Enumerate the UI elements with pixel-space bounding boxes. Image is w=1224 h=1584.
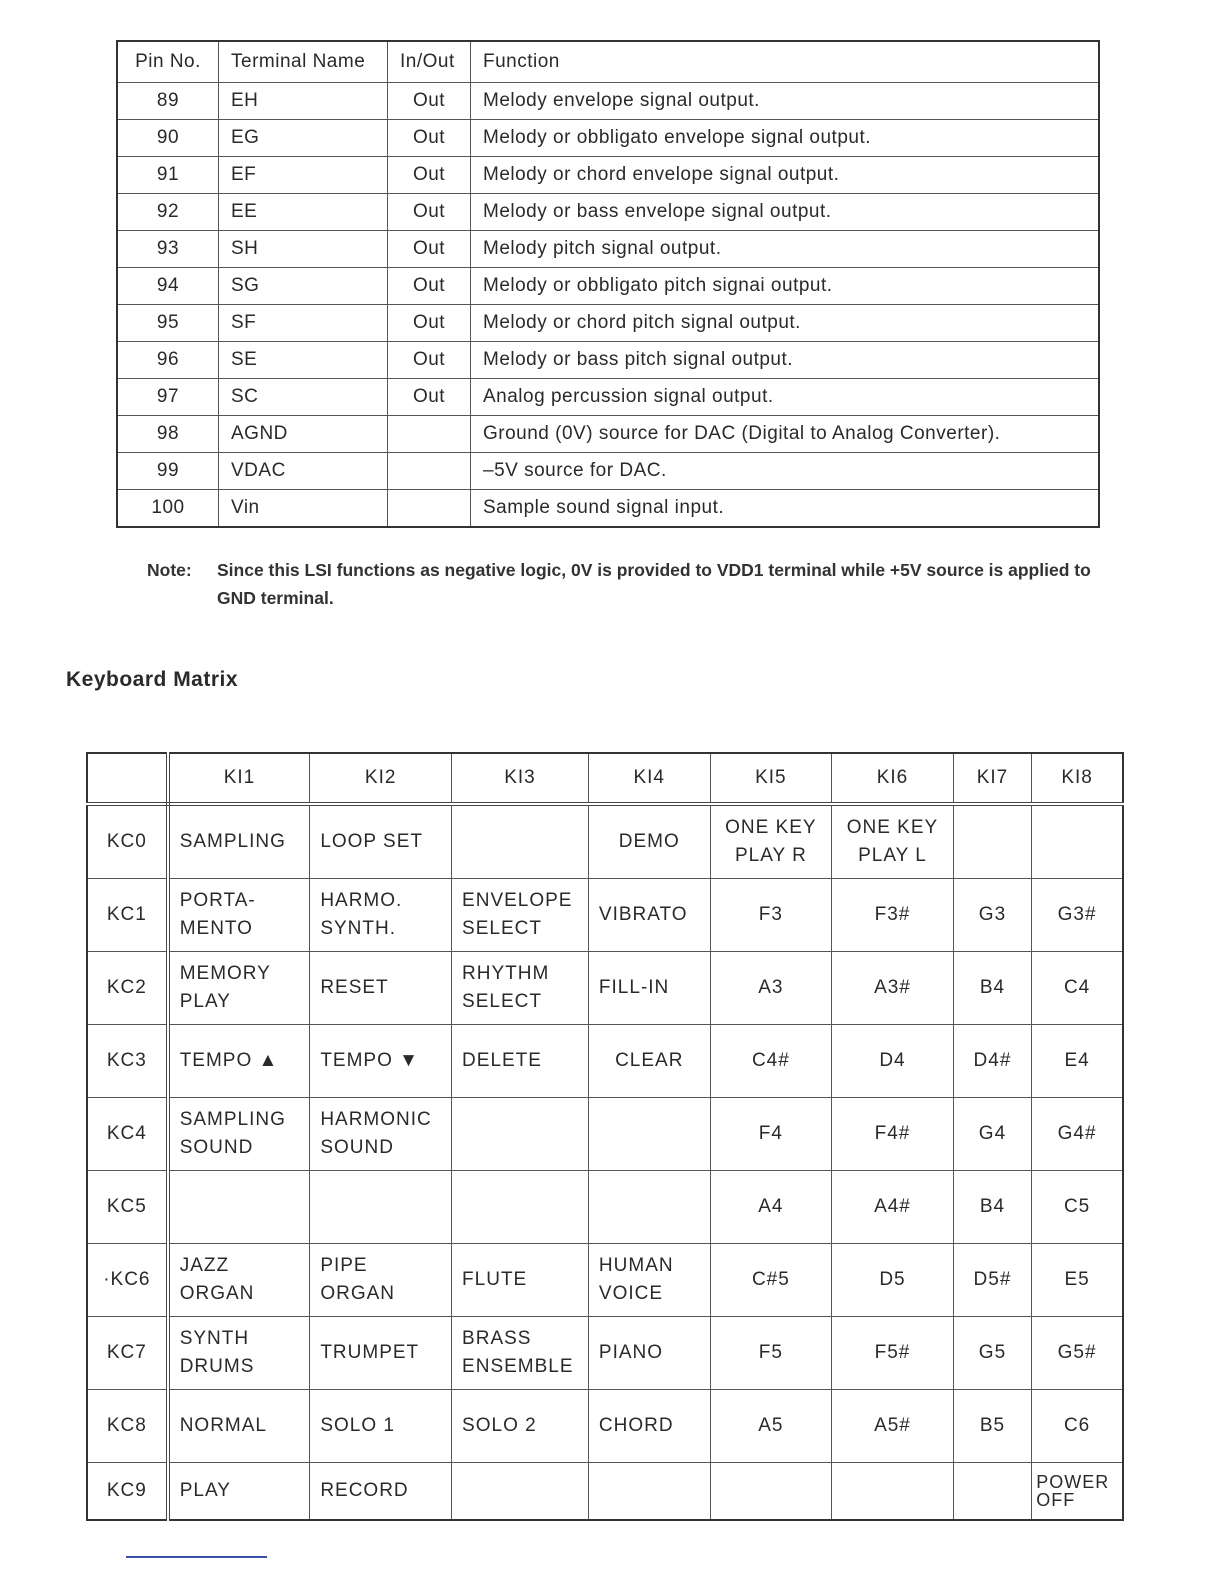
- cell-line: PIPE: [320, 1255, 368, 1276]
- column-header: KI1: [168, 753, 310, 804]
- row-header: KC4: [87, 1098, 168, 1171]
- pin-table-body: [117, 83, 1099, 528]
- matrix-cell: [832, 952, 954, 1025]
- cell-line: HUMAN: [598, 1255, 674, 1276]
- cell-line: D5#: [973, 1269, 1012, 1290]
- cell-line: A4: [758, 1196, 784, 1217]
- pin-number: 99: [117, 453, 219, 490]
- cell-line: SYNTH: [179, 1328, 250, 1349]
- cell-line: SAMPLING: [179, 831, 286, 852]
- table-row: [117, 416, 1099, 453]
- terminal-name: AGND: [219, 416, 388, 453]
- cell-line: G5#: [1057, 1342, 1097, 1363]
- matrix-cell: [168, 804, 310, 879]
- cell-line: F4#: [874, 1123, 911, 1144]
- pin-number: 94: [117, 268, 219, 305]
- matrix-row: [87, 1098, 1123, 1171]
- function-description: Melody or bass pitch signal output.: [471, 342, 1100, 379]
- note: [147, 556, 1107, 612]
- matrix-cell: [710, 1098, 832, 1171]
- cell-line: G3: [978, 904, 1007, 925]
- matrix-cell: [832, 1098, 954, 1171]
- row-header: KC9: [87, 1463, 168, 1521]
- cell-line: CLEAR: [615, 1050, 684, 1071]
- table-row: [117, 120, 1099, 157]
- matrix-cell: [452, 1171, 589, 1244]
- matrix-cell: [1032, 1098, 1123, 1171]
- function-description: Melody pitch signal output.: [471, 231, 1100, 268]
- function-description: Melody or obbligato envelope signal output.: [471, 120, 1100, 157]
- terminal-name: EE: [219, 194, 388, 231]
- cell-line: E5: [1064, 1269, 1090, 1290]
- row-header: KC3: [87, 1025, 168, 1098]
- cell-line: VOICE: [598, 1283, 664, 1304]
- table-row: [117, 305, 1099, 342]
- matrix-cell: [832, 1390, 954, 1463]
- matrix-cell: [953, 1244, 1031, 1317]
- matrix-cell: [588, 1317, 710, 1390]
- section-title-keyboard-matrix: Keyboard Matrix: [66, 668, 239, 691]
- matrix-cell: [832, 1244, 954, 1317]
- matrix-cell: [953, 804, 1031, 879]
- table-row: [117, 231, 1099, 268]
- function-description: Ground (0V) source for DAC (Digital to Analog Converter).: [471, 416, 1100, 453]
- function-description: Melody or chord pitch signal output.: [471, 305, 1100, 342]
- row-header: ·KC6: [87, 1244, 168, 1317]
- table-row: [117, 157, 1099, 194]
- matrix-cell: [1032, 804, 1123, 879]
- matrix-cell: [452, 1317, 589, 1390]
- matrix-cell: [953, 1390, 1031, 1463]
- matrix-cell: [953, 1171, 1031, 1244]
- cell-line: C#5: [751, 1269, 790, 1290]
- matrix-cell: [832, 804, 954, 879]
- matrix-cell: [953, 952, 1031, 1025]
- matrix-cell: [953, 1463, 1031, 1521]
- cell-line: LOOP SET: [320, 831, 423, 852]
- matrix-cell: [710, 804, 832, 879]
- cell-line: G4#: [1057, 1123, 1097, 1144]
- matrix-cell: [588, 1390, 710, 1463]
- table-row: [117, 83, 1099, 120]
- column-header: KI4: [588, 753, 710, 804]
- cell-line: G5: [978, 1342, 1007, 1363]
- cell-line: SAMPLING: [179, 1109, 286, 1130]
- matrix-cell: [1032, 1317, 1123, 1390]
- terminal-name: SE: [219, 342, 388, 379]
- matrix-cell: [310, 1244, 452, 1317]
- cell-line: ONE KEY: [725, 817, 817, 838]
- matrix-cell: [452, 1098, 589, 1171]
- cell-line: D5: [879, 1269, 906, 1290]
- matrix-cell: [310, 1463, 452, 1521]
- matrix-row: [87, 1171, 1123, 1244]
- function-description: Melody or chord envelope signal output.: [471, 157, 1100, 194]
- terminal-name: SC: [219, 379, 388, 416]
- note-text: Since this LSI functions as negative logic, 0V is provided to VDD1 terminal while +5V source is applied to GND terminal.: [217, 560, 1091, 608]
- pin-number: 95: [117, 305, 219, 342]
- cell-line: DEMO: [618, 831, 680, 852]
- matrix-cell: [588, 1244, 710, 1317]
- cell-line: RESET: [320, 977, 389, 998]
- cell-line: TEMPO ▼: [320, 1050, 419, 1071]
- cell-line: PORTA-: [179, 890, 256, 911]
- cell-line: C5: [1063, 1196, 1091, 1217]
- function-description: Melody or bass envelope signal output.: [471, 194, 1100, 231]
- cell-line: A5#: [874, 1415, 911, 1436]
- row-header: KC5: [87, 1171, 168, 1244]
- cell-line: ORGAN: [179, 1283, 255, 1304]
- matrix-cell: [588, 879, 710, 952]
- matrix-cell: [1032, 1171, 1123, 1244]
- cell-line: JAZZ: [179, 1255, 230, 1276]
- matrix-cell: [1032, 1390, 1123, 1463]
- matrix-cell: [710, 879, 832, 952]
- in-out: Out: [388, 268, 471, 305]
- cell-line: HARMO.: [320, 890, 403, 911]
- cell-line: F5#: [874, 1342, 911, 1363]
- matrix-cell: [710, 1025, 832, 1098]
- cell-line: F4: [758, 1123, 783, 1144]
- matrix-cell: [953, 1317, 1031, 1390]
- matrix-cell: [832, 1463, 954, 1521]
- table-row: [117, 268, 1099, 305]
- terminal-name: SH: [219, 231, 388, 268]
- cell-line: RHYTHM: [462, 963, 550, 984]
- matrix-row: [87, 1244, 1123, 1317]
- terminal-name: EH: [219, 83, 388, 120]
- matrix-cell: [710, 1390, 832, 1463]
- matrix-cell: [452, 879, 589, 952]
- cell-line: MEMORY: [179, 963, 271, 984]
- matrix-cell: [310, 804, 452, 879]
- cell-line: A3: [758, 977, 784, 998]
- matrix-cell: [168, 1171, 310, 1244]
- cell-line: FLUTE: [462, 1269, 528, 1290]
- matrix-cell: [832, 1317, 954, 1390]
- column-header: KI8: [1032, 753, 1123, 804]
- table-row: [117, 194, 1099, 231]
- cell-line: ENSEMBLE: [462, 1356, 574, 1377]
- pin-table-header-row: [117, 41, 1099, 83]
- matrix-cell: [452, 1390, 589, 1463]
- matrix-cell: [588, 1463, 710, 1521]
- pin-number: 96: [117, 342, 219, 379]
- matrix-cell: [168, 1463, 310, 1521]
- matrix-cell: [452, 1244, 589, 1317]
- terminal-name: EG: [219, 120, 388, 157]
- cell-line: SOLO 1: [320, 1415, 395, 1436]
- cell-line: NORMAL: [179, 1415, 267, 1436]
- function-description: Sample sound signal input.: [471, 490, 1100, 528]
- matrix-cell: [310, 1098, 452, 1171]
- terminal-name: VDAC: [219, 453, 388, 490]
- footnote-rule: [126, 1556, 267, 1558]
- table-row: [117, 490, 1099, 528]
- cell-line: ORGAN: [320, 1283, 395, 1304]
- header-pin-no: Pin No.: [117, 41, 219, 83]
- cell-line: PLAY: [179, 1480, 231, 1501]
- cell-line: MENTO: [179, 918, 253, 939]
- in-out: [388, 490, 471, 528]
- matrix-cell: [588, 804, 710, 879]
- pin-number: 92: [117, 194, 219, 231]
- cell-line: F3#: [874, 904, 911, 925]
- pin-number: 100: [117, 490, 219, 528]
- column-header: KI5: [710, 753, 832, 804]
- matrix-cell: [588, 1098, 710, 1171]
- matrix-cell: [710, 952, 832, 1025]
- matrix-cell: [832, 1171, 954, 1244]
- matrix-cell: [310, 1025, 452, 1098]
- matrix-corner: [87, 753, 168, 804]
- cell-line: BRASS: [462, 1328, 532, 1349]
- terminal-name: SG: [219, 268, 388, 305]
- terminal-name: Vin: [219, 490, 388, 528]
- matrix-cell: [310, 1171, 452, 1244]
- in-out: Out: [388, 342, 471, 379]
- matrix-cell: [168, 1098, 310, 1171]
- cell-line: F5: [758, 1342, 783, 1363]
- function-description: Melody envelope signal output.: [471, 83, 1100, 120]
- cell-line: TRUMPET: [320, 1342, 420, 1363]
- cell-line: B4: [979, 1196, 1006, 1217]
- cell-line: OFF: [1036, 1490, 1076, 1510]
- cell-line: CHORD: [598, 1415, 674, 1436]
- column-header: KI6: [832, 753, 954, 804]
- cell-line: VIBRATO: [598, 904, 688, 925]
- cell-line: PLAY R: [734, 845, 807, 866]
- header-terminal-name: Terminal Name: [219, 41, 388, 83]
- matrix-cell: [1032, 1025, 1123, 1098]
- in-out: Out: [388, 157, 471, 194]
- cell-line: D4: [879, 1050, 906, 1071]
- cell-line: ENVELOPE: [462, 890, 573, 911]
- table-row: [117, 379, 1099, 416]
- in-out: [388, 416, 471, 453]
- cell-line: DELETE: [462, 1050, 542, 1071]
- cell-line: G4: [978, 1123, 1007, 1144]
- matrix-cell: [310, 1390, 452, 1463]
- matrix-cell: [588, 1171, 710, 1244]
- matrix-body: [87, 804, 1123, 1520]
- column-header: KI3: [452, 753, 589, 804]
- pin-number: 93: [117, 231, 219, 268]
- cell-line: A5: [758, 1415, 784, 1436]
- cell-line: C4: [1063, 977, 1091, 998]
- matrix-cell: [1032, 952, 1123, 1025]
- pin-number: 97: [117, 379, 219, 416]
- column-header: KI7: [953, 753, 1031, 804]
- matrix-cell: [588, 1025, 710, 1098]
- matrix-header-row: [87, 753, 1123, 804]
- cell-line: SOUND: [320, 1137, 394, 1158]
- cell-line: A3#: [874, 977, 911, 998]
- in-out: Out: [388, 194, 471, 231]
- matrix-cell: [310, 1317, 452, 1390]
- cell-line: C4#: [751, 1050, 790, 1071]
- column-header: KI2: [310, 753, 452, 804]
- matrix-cell: [832, 1025, 954, 1098]
- in-out: Out: [388, 305, 471, 342]
- pin-number: 98: [117, 416, 219, 453]
- matrix-cell: [452, 1025, 589, 1098]
- in-out: [388, 453, 471, 490]
- keyboard-matrix-table: [86, 752, 1124, 1521]
- matrix-row: [87, 1025, 1123, 1098]
- function-description: Melody or obbligato pitch signai output.: [471, 268, 1100, 305]
- matrix-cell: [168, 952, 310, 1025]
- matrix-cell: [1032, 879, 1123, 952]
- matrix-row: [87, 1390, 1123, 1463]
- cell-line: TEMPO ▲: [179, 1050, 279, 1071]
- cell-line: SELECT: [462, 991, 542, 1012]
- cell-line: PLAY: [179, 991, 231, 1012]
- matrix-cell: [588, 952, 710, 1025]
- in-out: Out: [388, 120, 471, 157]
- in-out: Out: [388, 231, 471, 268]
- cell-line: SOUND: [179, 1137, 254, 1158]
- header-in-out: In/Out: [388, 41, 471, 83]
- pin-number: 89: [117, 83, 219, 120]
- cell-line: A4#: [874, 1196, 911, 1217]
- cell-line: RECORD: [320, 1480, 409, 1501]
- function-description: Analog percussion signal output.: [471, 379, 1100, 416]
- cell-line: HARMONIC: [320, 1109, 432, 1130]
- matrix-cell: [452, 1463, 589, 1521]
- cell-line: G3#: [1057, 904, 1097, 925]
- matrix-cell: [953, 879, 1031, 952]
- cell-line: PLAY L: [858, 845, 927, 866]
- row-header: KC1: [87, 879, 168, 952]
- cell-line: POWER: [1036, 1472, 1110, 1492]
- matrix-cell: [1032, 1463, 1123, 1521]
- pin-function-table: [116, 40, 1100, 528]
- matrix-cell: [953, 1025, 1031, 1098]
- cell-line: SELECT: [462, 918, 542, 939]
- matrix-row: [87, 1317, 1123, 1390]
- matrix-cell: [1032, 1244, 1123, 1317]
- cell-line: E4: [1064, 1050, 1090, 1071]
- pin-number: 90: [117, 120, 219, 157]
- matrix-cell: [710, 1244, 832, 1317]
- matrix-row: [87, 804, 1123, 879]
- matrix-cell: [452, 804, 589, 879]
- terminal-name: EF: [219, 157, 388, 194]
- table-row: [117, 342, 1099, 379]
- matrix-cell: [168, 1317, 310, 1390]
- matrix-row: [87, 879, 1123, 952]
- matrix-cell: [953, 1098, 1031, 1171]
- cell-line: B4: [979, 977, 1006, 998]
- in-out: Out: [388, 379, 471, 416]
- matrix-cell: [168, 1025, 310, 1098]
- cell-line: ONE KEY: [846, 817, 939, 838]
- cell-line: FILL-IN: [598, 977, 670, 998]
- cell-line: C6: [1063, 1415, 1091, 1436]
- row-header: KC7: [87, 1317, 168, 1390]
- function-description: –5V source for DAC.: [471, 453, 1100, 490]
- matrix-cell: [710, 1171, 832, 1244]
- matrix-cell: [310, 952, 452, 1025]
- cell-line: D4#: [973, 1050, 1012, 1071]
- cell-line: F3: [758, 904, 783, 925]
- matrix-row: [87, 952, 1123, 1025]
- cell-line: SOLO 2: [462, 1415, 537, 1436]
- table-row: [117, 453, 1099, 490]
- row-header: KC2: [87, 952, 168, 1025]
- cell-line: SYNTH.: [320, 918, 396, 939]
- matrix-cell: [168, 1244, 310, 1317]
- terminal-name: SF: [219, 305, 388, 342]
- matrix-cell: [710, 1463, 832, 1521]
- cell-line: DRUMS: [179, 1356, 255, 1377]
- matrix-cell: [310, 879, 452, 952]
- cell-line: PIANO: [598, 1342, 664, 1363]
- matrix-cell: [168, 1390, 310, 1463]
- row-header: KC8: [87, 1390, 168, 1463]
- matrix-cell: [832, 879, 954, 952]
- pin-number: 91: [117, 157, 219, 194]
- note-label: Note:: [147, 560, 192, 580]
- cell-line: B5: [979, 1415, 1006, 1436]
- header-function: Function: [471, 41, 1100, 83]
- matrix-cell: [168, 879, 310, 952]
- in-out: Out: [388, 83, 471, 120]
- matrix-row: [87, 1463, 1123, 1521]
- matrix-cell: [452, 952, 589, 1025]
- row-header: KC0: [87, 804, 168, 879]
- matrix-cell: [710, 1317, 832, 1390]
